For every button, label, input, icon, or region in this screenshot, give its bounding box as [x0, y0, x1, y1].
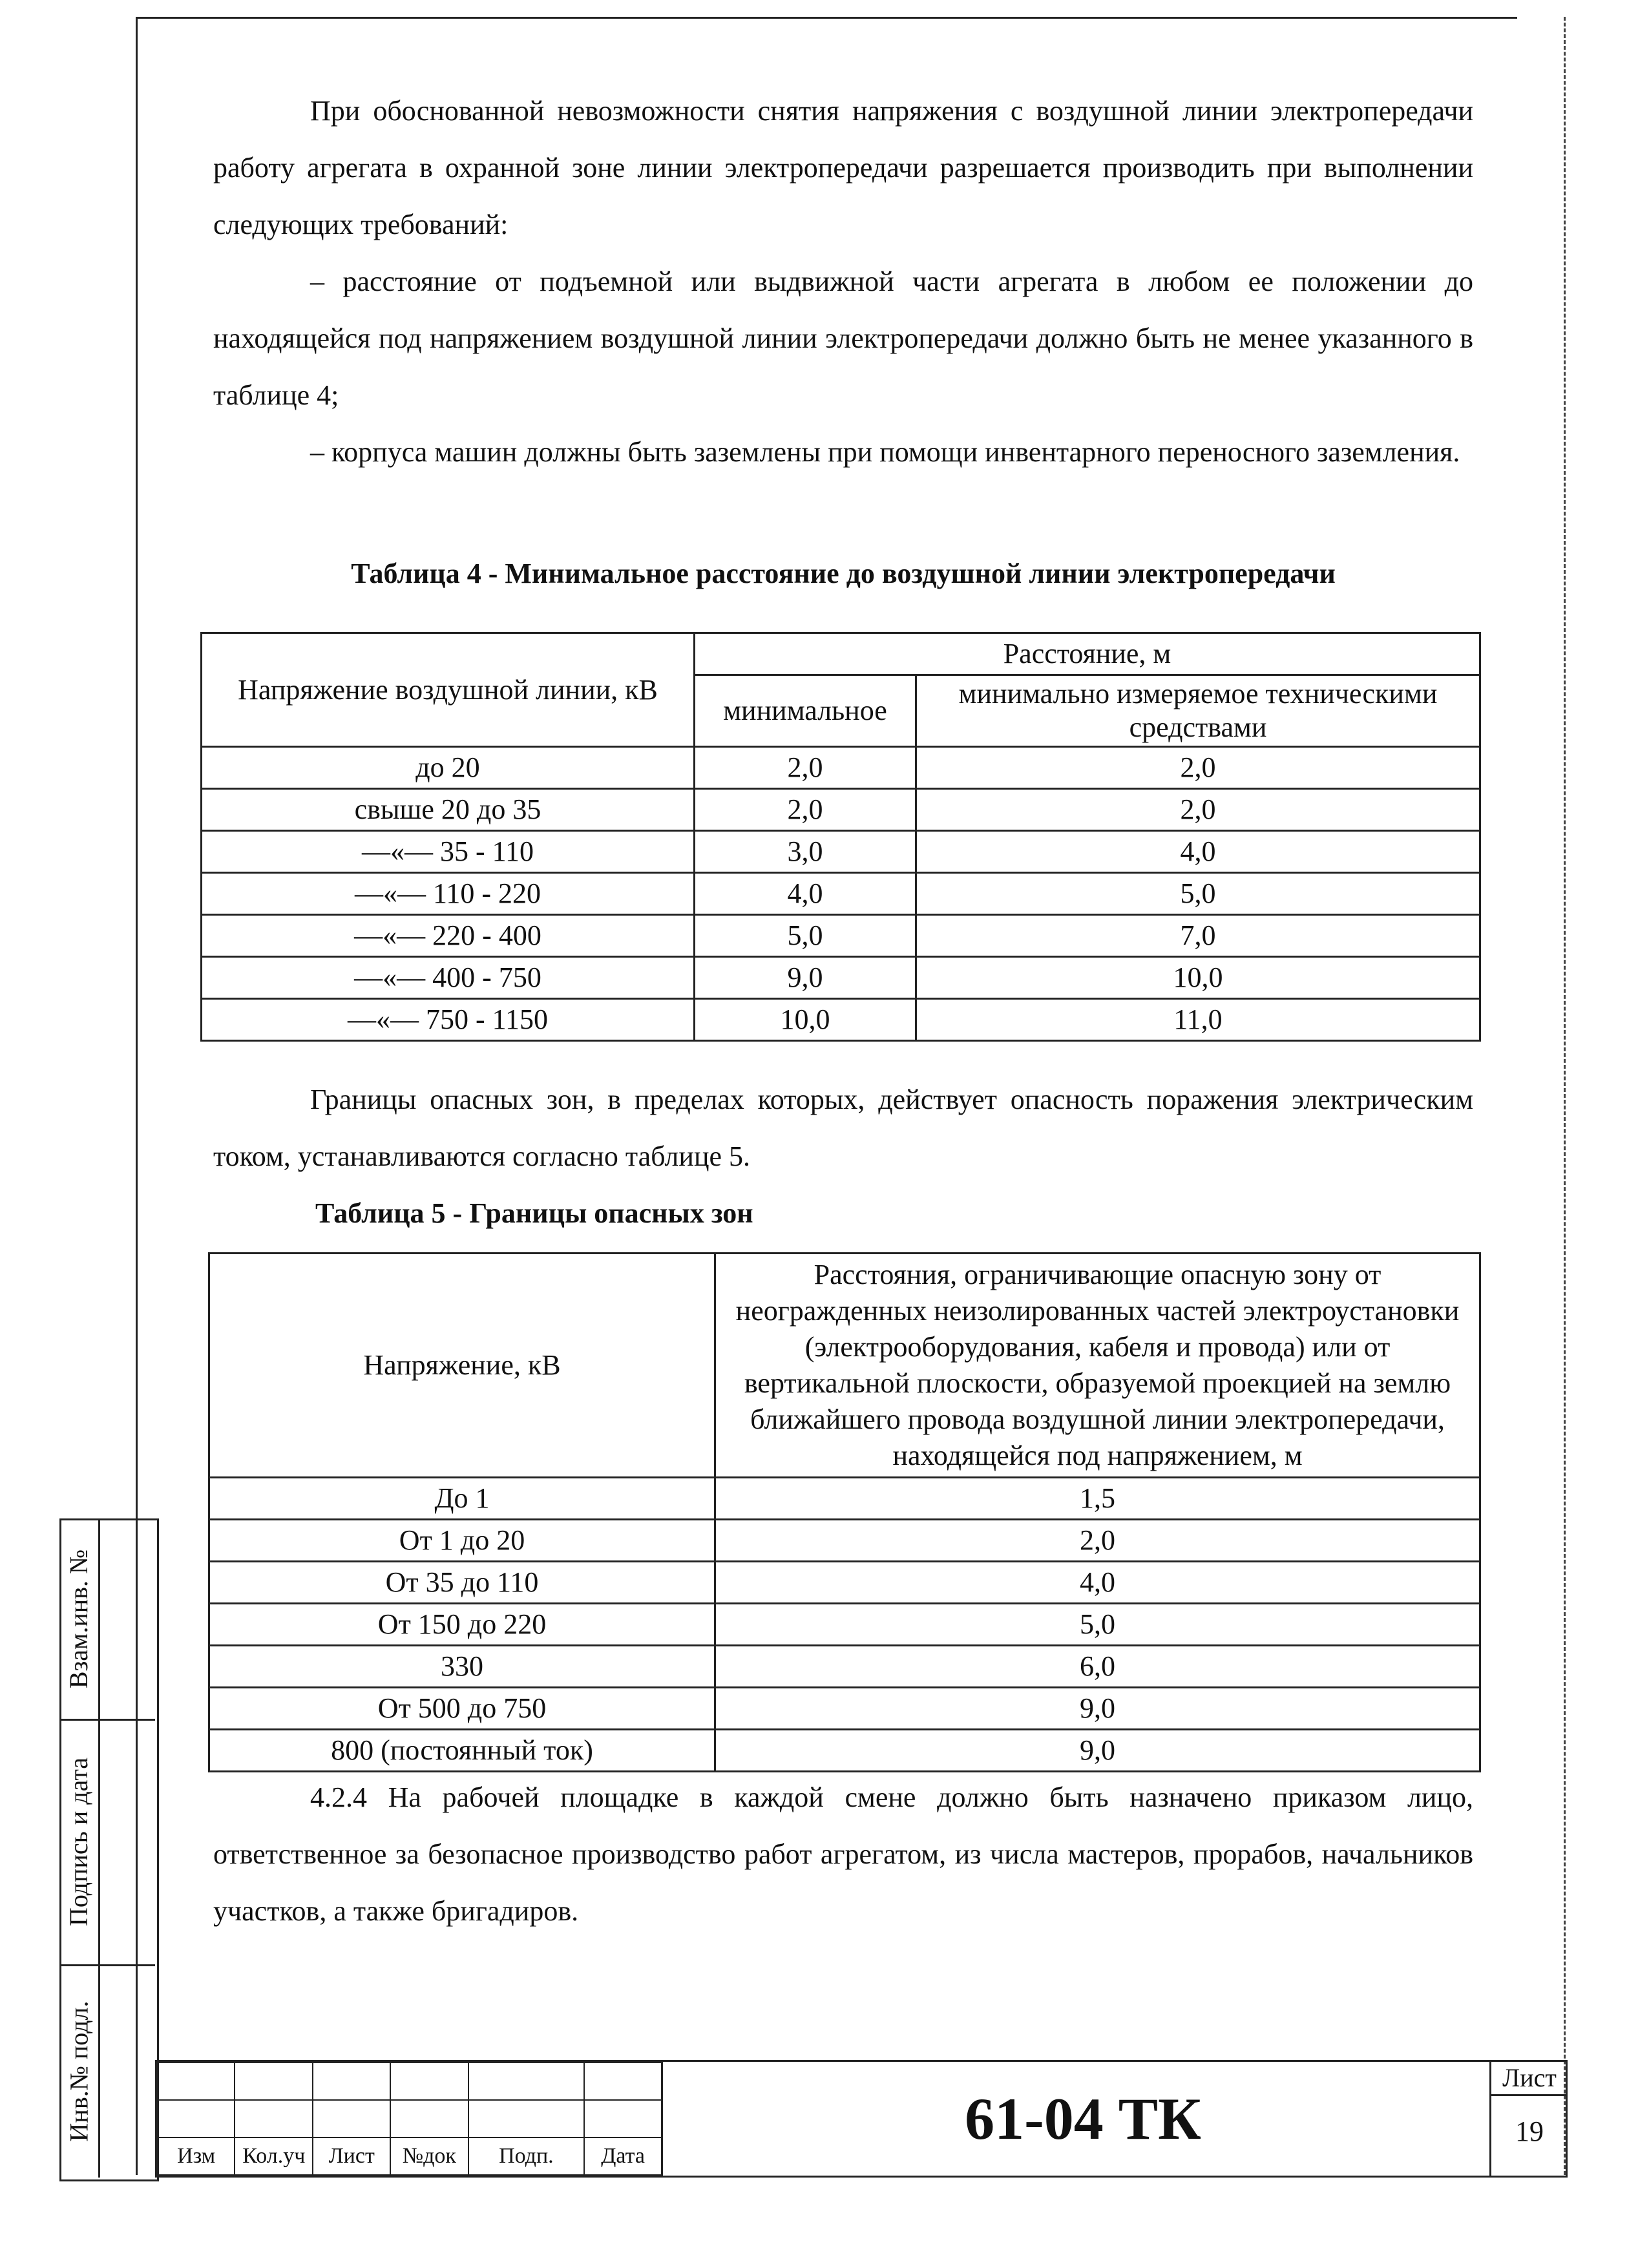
- tb-cell: [235, 2063, 313, 2100]
- paragraph-5: 4.2.4 На рабочей площадке в каждой смене должно быть назначено приказом лицо, ответственное за безопасное производство работ агрегатом, из числа мастеров, прорабов, начальников участков, а также бригадиров.: [213, 1781, 1473, 1927]
- tb-label-izm: Изм: [158, 2137, 235, 2175]
- sheet-number: 19: [1515, 2116, 1544, 2147]
- table5-cell: До 1: [209, 1478, 715, 1520]
- table5-cell: 6,0: [715, 1646, 1480, 1688]
- table-row: [202, 957, 1480, 999]
- table5-header-voltage: Напряжение, кВ: [209, 1254, 715, 1478]
- table-row: [209, 1562, 1480, 1604]
- tb-cell: [313, 2100, 390, 2137]
- table5-cell: 9,0: [715, 1688, 1480, 1730]
- table4-header-measured: минимально измеряемое техническими средствами: [916, 675, 1480, 747]
- page-frame-right: [1564, 17, 1566, 2175]
- table-4: [200, 632, 1481, 1042]
- table-row: [202, 873, 1480, 915]
- table-row: [209, 1520, 1480, 1562]
- tb-label-ndok: №док: [390, 2137, 468, 2175]
- table4-caption: Таблица 4 - Минимальное расстояние до воздушной линии электропередачи: [351, 558, 1336, 589]
- table4-cell: —«— 35 - 110: [202, 831, 695, 873]
- title-block: [155, 2060, 1568, 2178]
- table4-cell: —«— 110 - 220: [202, 873, 695, 915]
- tb-cell: [390, 2100, 468, 2137]
- table4-cell: 4,0: [695, 873, 916, 915]
- paragraph-2: – расстояние от подъемной или выдвижной части агрегата в любом ее положении до находящейся под напряжением воздушной линии электропередачи должно быть не менее указанного в таблице 4;: [213, 266, 1473, 411]
- table-row: [209, 1688, 1480, 1730]
- middle-text: [213, 1071, 1473, 1185]
- table4-cell: 5,0: [695, 915, 916, 957]
- document-code: 61-04 ТК: [661, 2062, 1503, 2176]
- table-row: [209, 1478, 1480, 1520]
- table5-cell: 2,0: [715, 1520, 1480, 1562]
- table5-cell: 800 (постоянный ток): [209, 1730, 715, 1772]
- paragraph-3: – корпуса машин должны быть заземлены при помощи инвентарного переносного заземления.: [310, 436, 1460, 468]
- table4-header-min: минимальное: [695, 675, 916, 747]
- tb-cell: [390, 2063, 468, 2100]
- table5-cell: От 35 до 110: [209, 1562, 715, 1604]
- tb-cell: [158, 2100, 235, 2137]
- table4-cell: 9,0: [695, 957, 916, 999]
- table4-cell: —«— 220 - 400: [202, 915, 695, 957]
- side-strip-podpis: Подпись и дата: [64, 1757, 94, 1926]
- table4-caption-wrap: [213, 554, 1473, 593]
- table-row: [202, 831, 1480, 873]
- sheet-label: Лист: [1491, 2062, 1568, 2096]
- table4-cell: —«— 400 - 750: [202, 957, 695, 999]
- table4-cell: 2,0: [916, 789, 1480, 831]
- tb-label-list: Лист: [313, 2137, 390, 2175]
- sheet-box: [1489, 2062, 1568, 2176]
- table4-cell: 5,0: [916, 873, 1480, 915]
- table-row: [209, 1646, 1480, 1688]
- table-row: [209, 1604, 1480, 1646]
- table5-cell: 1,5: [715, 1478, 1480, 1520]
- table5-cell: 4,0: [715, 1562, 1480, 1604]
- table-row: [202, 789, 1480, 831]
- tb-cell: [235, 2100, 313, 2137]
- table4-cell: 10,0: [695, 999, 916, 1041]
- table4-cell: 2,0: [916, 747, 1480, 789]
- tb-label-podp: Подп.: [468, 2137, 585, 2175]
- side-strip-vzam: Взам.инв. №: [64, 1549, 94, 1688]
- tb-cell: [468, 2063, 585, 2100]
- table4-cell: свыше 20 до 35: [202, 789, 695, 831]
- table-5: [208, 1252, 1481, 1772]
- bottom-text: [213, 1769, 1473, 1940]
- page-frame-top: [136, 17, 1517, 19]
- table4-cell: до 20: [202, 747, 695, 789]
- table-row: [202, 747, 1480, 789]
- tb-cell: [313, 2063, 390, 2100]
- table5-cell: От 150 до 220: [209, 1604, 715, 1646]
- paragraph-1: При обоснованной невозможности снятия напряжения с воздушной линии электропередачи работу агрегата в охранной зоне линии электропередачи разрешается производить при выполнении следующих требований:: [213, 95, 1473, 240]
- table4-cell: —«— 750 - 1150: [202, 999, 695, 1041]
- table4-cell: 11,0: [916, 999, 1480, 1041]
- table4-cell: 2,0: [695, 789, 916, 831]
- title-block-grid: [157, 2062, 662, 2176]
- paragraph-4: Границы опасных зон, в пределах которых, действует опасность поражения электрическим током, устанавливаются согласно таблице 5.: [213, 1084, 1473, 1172]
- tb-cell: [468, 2100, 585, 2137]
- tb-label-kol: Кол.уч: [235, 2137, 313, 2175]
- table-row: [209, 1730, 1480, 1772]
- table4-header-voltage: Напряжение воздушной линии, кВ: [202, 633, 695, 747]
- table5-cell: 9,0: [715, 1730, 1480, 1772]
- table5-cell: 330: [209, 1646, 715, 1688]
- tb-cell: [584, 2063, 662, 2100]
- table5-cell: От 500 до 750: [209, 1688, 715, 1730]
- table4-cell: 3,0: [695, 831, 916, 873]
- table5-caption: Таблица 5 - Границы опасных зон: [315, 1197, 753, 1229]
- tb-label-data: Дата: [584, 2137, 662, 2175]
- table5-header-distance: Расстояния, ограничивающие опасную зону от неогражденных неизолированных частей электроустановки (электрооборудования, кабеля и провода) или от вертикальной плоскости, образуемой проекцией на землю ближайшего провода воздушной линии электропередачи, находящейся под напряжением, м: [715, 1254, 1480, 1478]
- table4-cell: 4,0: [916, 831, 1480, 873]
- table-row: [202, 999, 1480, 1041]
- intro-text: [213, 83, 1473, 481]
- tb-cell: [584, 2100, 662, 2137]
- table5-cell: От 1 до 20: [209, 1520, 715, 1562]
- tb-cell: [158, 2063, 235, 2100]
- side-strip-inv: Инв.№ подл.: [64, 2000, 94, 2141]
- table4-cell: 10,0: [916, 957, 1480, 999]
- table4-header-distance: Расстояние, м: [695, 633, 1480, 675]
- table5-caption-wrap: [315, 1194, 1575, 1233]
- table5-cell: 5,0: [715, 1604, 1480, 1646]
- table-row: [202, 915, 1480, 957]
- table4-cell: 2,0: [695, 747, 916, 789]
- table4-cell: 7,0: [916, 915, 1480, 957]
